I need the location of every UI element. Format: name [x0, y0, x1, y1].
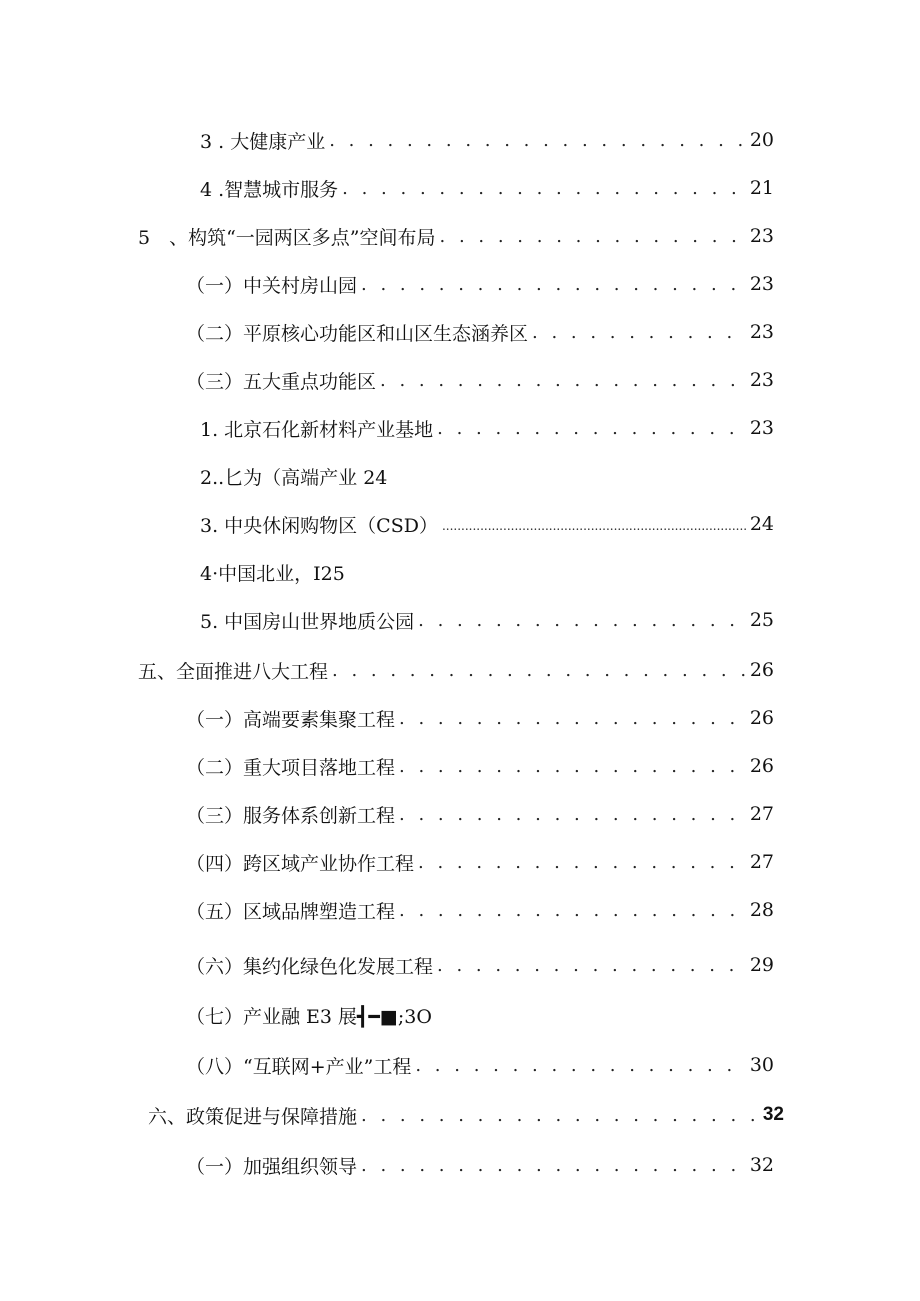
toc-page-number: 24	[749, 513, 774, 535]
toc-entry-label: （二）平原核心功能区和山区生态涵养区	[186, 322, 529, 345]
toc-entry[interactable]	[186, 799, 774, 829]
toc-entry-label: 五、全面推进八大工程	[138, 660, 329, 683]
toc-entry[interactable]	[186, 317, 774, 347]
toc-dot-leader	[399, 900, 746, 921]
toc-entry[interactable]	[148, 1100, 784, 1130]
toc-entry-text: 2..匕为（高端产业 24	[200, 466, 388, 489]
toc-entry-text: （七）产业融 E3 展┫━■;3O	[186, 1005, 432, 1028]
toc-dot-leader	[418, 852, 746, 873]
toc-dot-leader	[440, 226, 746, 247]
toc-page-number: 23	[749, 417, 774, 439]
toc-entry-garbled[interactable]	[186, 1000, 506, 1030]
toc-page-number: 27	[749, 803, 774, 825]
toc-dot-leader	[399, 708, 746, 729]
toc-page-number: 28	[749, 899, 774, 921]
toc-entry[interactable]	[200, 605, 774, 635]
toc-page-number: 32	[749, 1154, 774, 1176]
toc-page-number: 23	[749, 369, 774, 391]
toc-dot-leader	[332, 660, 746, 681]
toc-entry[interactable]	[138, 655, 774, 685]
toc-dot-leader	[380, 370, 746, 391]
toc-entry-label: （一）高端要素集聚工程	[186, 708, 396, 731]
toc-entry[interactable]	[186, 365, 774, 395]
toc-entry[interactable]	[138, 221, 774, 251]
toc-entry[interactable]	[200, 125, 774, 155]
toc-dot-leader	[399, 756, 746, 777]
toc-entry[interactable]	[186, 1050, 774, 1080]
toc-entry[interactable]	[186, 950, 774, 980]
toc-entry-garbled[interactable]	[200, 461, 500, 491]
toc-dot-leader	[361, 1155, 746, 1176]
toc-page-number: 27	[749, 851, 774, 873]
toc-page-number: 26	[749, 659, 774, 681]
toc-entry[interactable]	[200, 173, 774, 203]
toc-entry-garbled[interactable]	[200, 557, 500, 587]
toc-dot-leader	[437, 418, 746, 439]
toc-entry-label: 4 .智慧城市服务	[200, 178, 339, 201]
toc-dot-leader	[399, 804, 746, 825]
toc-entry-text: 4·中国北业，I25	[200, 562, 345, 585]
toc-page-number: 20	[749, 129, 774, 151]
toc-entry-label: 5. 中国房山世界地质公园	[200, 610, 415, 633]
toc-page-number: 23	[749, 273, 774, 295]
toc-dot-leader	[361, 1105, 759, 1126]
toc-entry[interactable]	[186, 269, 774, 299]
toc-dot-leader	[532, 322, 746, 343]
toc-dot-leader	[415, 1055, 745, 1076]
toc-entry-label: （六）集约化绿色化发展工程	[186, 955, 434, 978]
toc-entry-label: 5 、构筑“一园两区多点”空间布局	[138, 226, 436, 249]
toc-entry[interactable]	[186, 1150, 774, 1180]
toc-entry-label: （五）区域品牌塑造工程	[186, 900, 396, 923]
toc-dot-leader	[329, 130, 746, 151]
toc-entry-label: 3. 中央休闲购物区（CSD）	[200, 514, 438, 537]
toc-entry[interactable]	[200, 509, 774, 539]
toc-page-number: 26	[749, 755, 774, 777]
toc-dot-leader	[442, 519, 746, 533]
toc-entry-label: （二）重大项目落地工程	[186, 756, 396, 779]
toc-page-number: 23	[749, 321, 774, 343]
toc-dot-leader	[361, 274, 746, 295]
toc-entry[interactable]	[200, 413, 774, 443]
toc-dot-leader	[418, 610, 746, 631]
toc-page-number: 29	[749, 954, 774, 976]
toc-entry-label: （八）“互联网+产业”工程	[186, 1055, 412, 1078]
toc-page-number: 30	[749, 1054, 774, 1076]
toc-entry[interactable]	[186, 847, 774, 877]
toc-page-number: 25	[749, 609, 774, 631]
toc-entry-label: （三）五大重点功能区	[186, 370, 377, 393]
toc-entry[interactable]	[186, 751, 774, 781]
toc-page-number: 21	[749, 177, 774, 199]
toc-dot-leader	[437, 955, 746, 976]
toc-page-number: 26	[749, 707, 774, 729]
toc-entry[interactable]	[186, 895, 774, 925]
toc-page-number: 23	[749, 225, 774, 247]
toc-entry-label: （三）服务体系创新工程	[186, 804, 396, 827]
toc-page-number: 32	[762, 1104, 784, 1125]
toc-entry-label: （四）跨区域产业协作工程	[186, 852, 415, 875]
toc-entry-label: 六、政策促进与保障措施	[148, 1105, 358, 1128]
toc-entry-label: 1. 北京石化新材料产业基地	[200, 418, 434, 441]
toc-entry-label: （一）加强组织领导	[186, 1155, 358, 1178]
toc-entry-label: 3 . 大健康产业	[200, 130, 326, 153]
toc-entry[interactable]	[186, 703, 774, 733]
toc-entry-label: （一）中关村房山园	[186, 274, 358, 297]
toc-dot-leader	[342, 178, 746, 199]
